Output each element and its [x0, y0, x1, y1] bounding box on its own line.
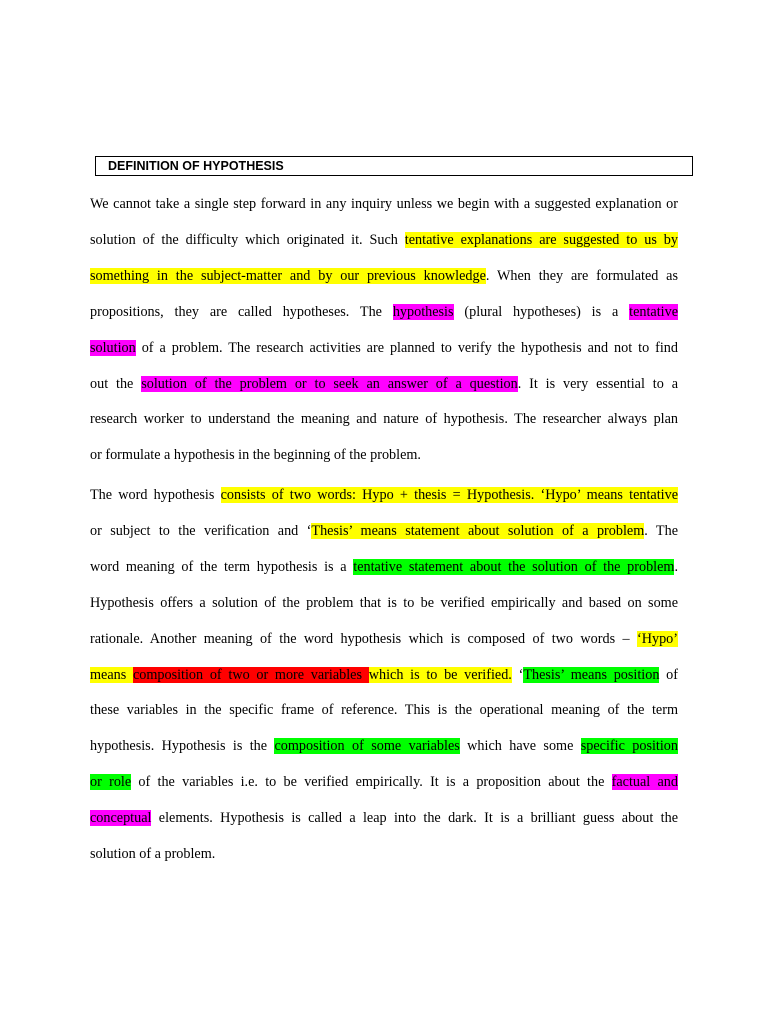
text-line	[90, 809, 678, 827]
highlighted-text: means	[90, 666, 133, 683]
highlighted-text: solution	[90, 339, 136, 356]
highlighted-text: specific position	[580, 738, 678, 755]
text-run: of	[659, 666, 678, 683]
text-run: Hypothesis offers a solution of the problem that is to be verified empirically and based on some	[90, 594, 678, 611]
text-run: solution of the difficulty which originated it. Such	[90, 231, 405, 248]
text-run: The word hypothesis	[90, 487, 221, 503]
highlighted-text: hypothesis	[392, 303, 454, 320]
text-line	[90, 446, 678, 464]
highlighted-text: tentative statement about the solution of the problem	[353, 558, 675, 575]
text-line	[90, 845, 678, 863]
text-line	[90, 773, 678, 791]
highlighted-text: ‘Hypo’	[637, 630, 678, 647]
text-run: We cannot take a single step forward in any inquiry unless we begin with a suggested explanation or	[90, 196, 678, 212]
text-line	[90, 558, 678, 576]
highlighted-text: or role	[90, 774, 132, 791]
text-run: or formulate a hypothesis in the beginning of the problem.	[90, 447, 421, 464]
highlighted-text: solution of the problem or to seek an answer of a question	[141, 375, 518, 392]
text-run: propositions, they are called hypotheses. The	[90, 303, 393, 320]
highlighted-text: tentative	[629, 303, 678, 320]
text-line	[90, 486, 678, 504]
text-line	[90, 630, 678, 648]
text-run: research worker to understand the meaning and nature of hypothesis. The researcher always plan	[90, 411, 678, 428]
text-run: . The	[644, 522, 678, 539]
text-run: elements. Hypothesis is called a leap into the dark. It is a brilliant guess about the	[151, 810, 678, 827]
text-run: . When they are formulated as	[485, 267, 678, 284]
highlighted-text: factual and	[611, 774, 678, 791]
text-line	[90, 522, 678, 540]
highlighted-text: which is to be verified.	[368, 666, 512, 683]
text-run: ‘	[511, 666, 524, 683]
text-run: . It is very essential to a	[517, 375, 678, 392]
text-run: of a problem. The research activities are planned to verify the hypothesis and not to find	[135, 339, 678, 356]
text-line	[90, 303, 678, 321]
text-run: solution of a problem.	[90, 846, 216, 862]
text-line	[90, 410, 678, 428]
text-line	[90, 267, 678, 285]
text-run: which have some	[459, 738, 581, 755]
text-run: rationale. Another meaning of the word hypothesis which is composed of two words –	[90, 630, 638, 647]
text-line	[90, 195, 678, 213]
section-heading: DEFINITION OF HYPOTHESIS	[95, 156, 693, 176]
highlighted-text: tentative explanations are suggested to us by	[404, 231, 678, 248]
highlighted-text: consists of two words: Hypo + thesis = Hypothesis. ‘Hypo’ means tentative	[220, 487, 678, 503]
text-run: out the	[90, 375, 142, 392]
text-run: (plural hypotheses) is a	[453, 303, 630, 320]
text-line	[90, 737, 678, 755]
highlighted-text: something in the subject-matter and by our previous knowledge	[90, 267, 486, 284]
text-run: of the variables i.e. to be verified empirically. It is a proposition about the	[131, 774, 612, 791]
highlighted-text: conceptual	[90, 810, 152, 827]
text-line	[90, 339, 678, 357]
highlighted-text: composition of two or more variables	[132, 666, 369, 683]
text-line	[90, 701, 678, 719]
text-run: or subject to the verification and ‘	[90, 522, 312, 539]
text-line	[90, 375, 678, 393]
text-line	[90, 666, 678, 684]
highlighted-text: composition of some variables	[274, 738, 460, 755]
highlighted-text: Thesis’ means position	[523, 666, 660, 683]
text-run: word meaning of the term hypothesis is a	[90, 558, 354, 575]
text-run: .	[674, 558, 678, 575]
text-run: hypothesis. Hypothesis is the	[90, 738, 275, 755]
text-line	[90, 594, 678, 612]
highlighted-text: Thesis’ means statement about solution of a problem	[311, 522, 645, 539]
text-run: these variables in the specific frame of reference. This is the operational meaning of the term	[90, 702, 678, 719]
text-line	[90, 231, 678, 249]
